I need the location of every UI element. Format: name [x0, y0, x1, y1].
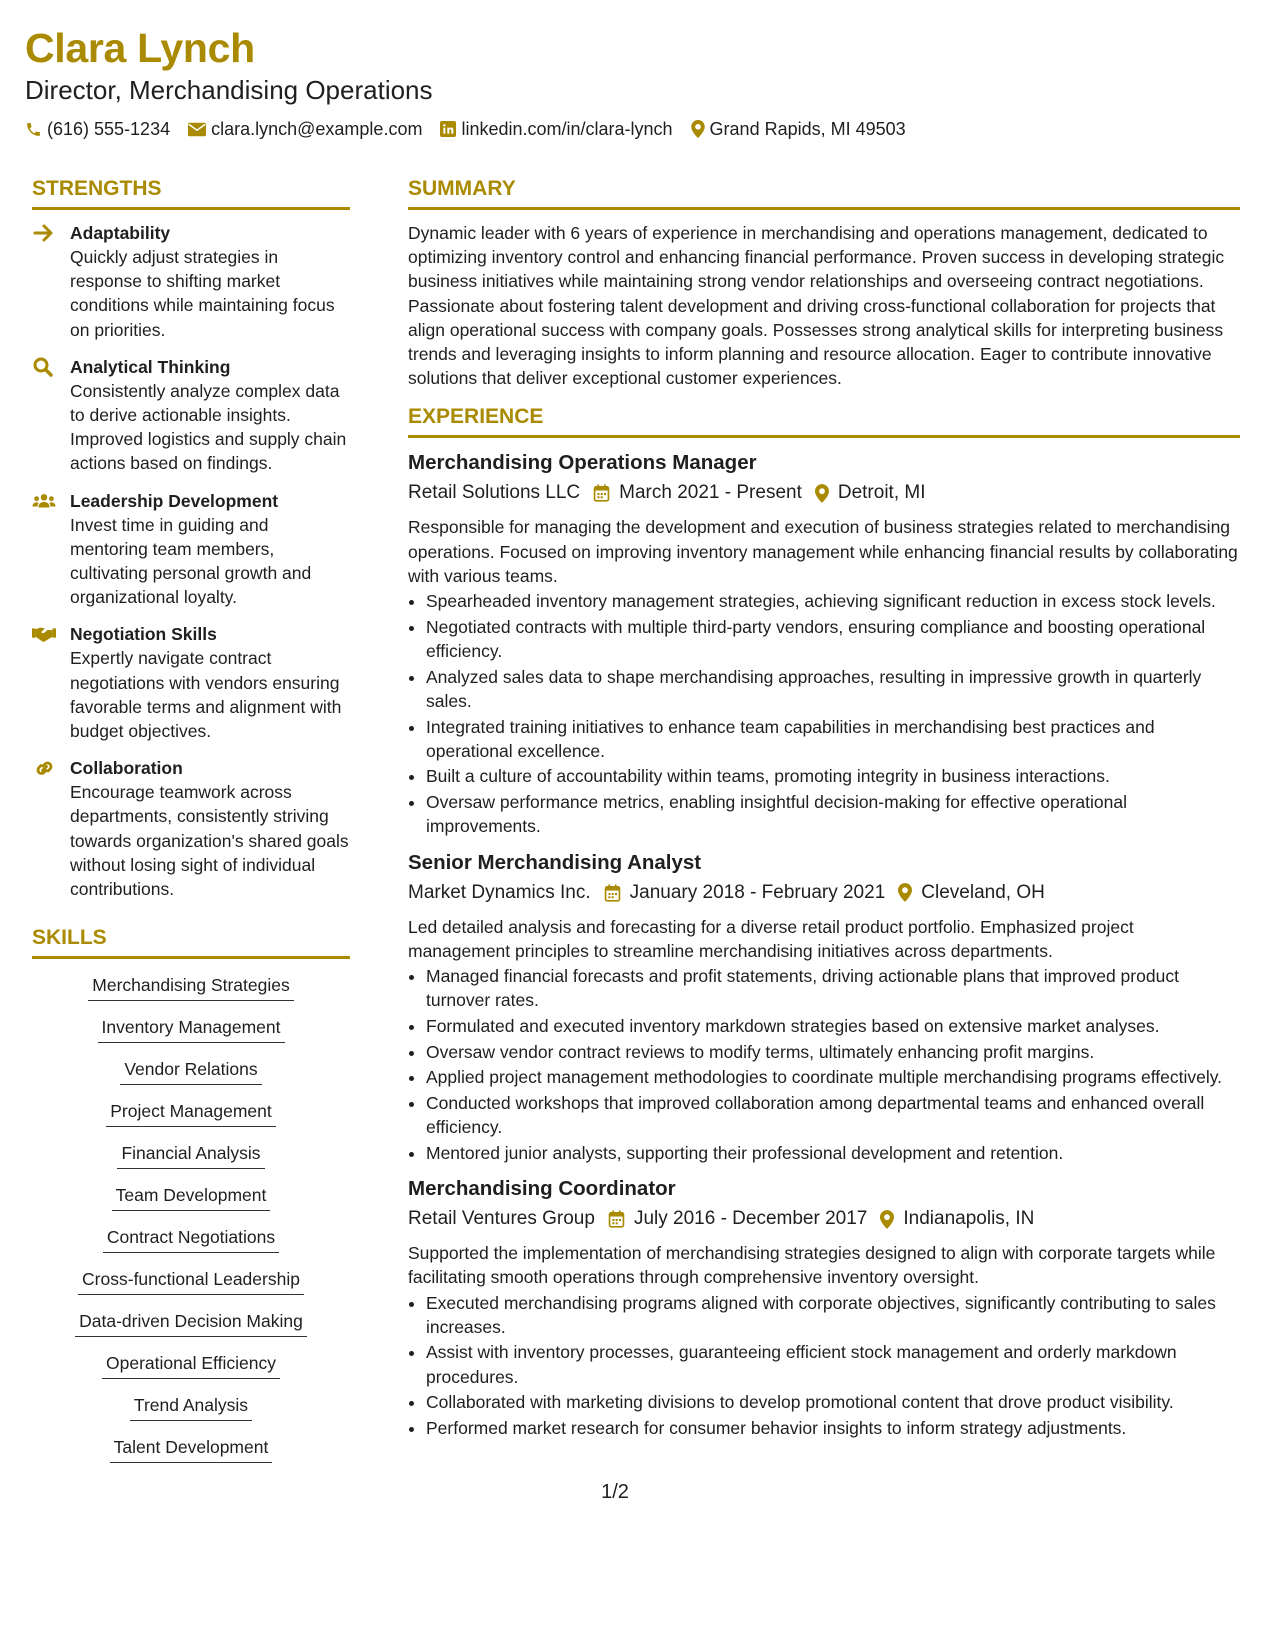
job-company: Market Dynamics Inc. — [408, 881, 591, 903]
job-meta — [408, 1205, 1240, 1233]
map-pin-icon — [898, 883, 912, 902]
strength-item — [32, 355, 350, 476]
contact-linkedin[interactable] — [440, 117, 672, 141]
bullet-item: • Integrated training initiatives to enhance team capabilities in merchandising best practices and operational excellence. — [426, 715, 1240, 763]
calendar-icon — [608, 1210, 625, 1228]
strength-item — [32, 221, 350, 342]
bullet-item: • Performed market research for consumer behavior insights to inform strategy adjustments. — [426, 1416, 1240, 1440]
strength-title: Adaptability — [70, 223, 171, 243]
job-company: Retail Ventures Group — [408, 1208, 595, 1230]
bullet-item: • Oversaw performance metrics, enabling insightful decision-making for effective operational improvements. — [426, 790, 1240, 838]
strengths-heading: STRENGTHS — [32, 176, 350, 210]
job-dates: March 2021 - Present — [619, 482, 802, 504]
strength-item — [32, 622, 350, 743]
contact-location — [691, 117, 906, 141]
job-entry — [408, 1175, 1240, 1440]
users-icon — [32, 491, 56, 511]
strength-title: Negotiation Skills — [70, 624, 217, 645]
right-column — [408, 176, 1240, 1450]
skill-item: Contract Negotiations — [103, 1225, 279, 1253]
bullet-item: • Applied project management methodologies to coordinate multiple merchandising programs effectively. — [426, 1065, 1240, 1089]
job-location: Detroit, MI — [837, 482, 926, 504]
skill-item: Merchandising Strategies — [88, 973, 293, 1001]
job-dates: July 2016 - December 2017 — [633, 1208, 868, 1230]
email-text: clara.lynch@example.com — [211, 119, 423, 139]
job-location: Indianapolis, IN — [903, 1208, 1035, 1230]
bullet-item: • Conducted workshops that improved collaboration among departmental teams and enhanced overall efficiency. — [426, 1091, 1240, 1139]
skill-item: Team Development — [112, 1183, 271, 1211]
bullet-item: • Built a culture of accountability within teams, promoting integrity in business interactions. — [426, 764, 1240, 788]
left-column — [32, 176, 350, 1477]
summary-heading: SUMMARY — [408, 176, 1240, 210]
bullet-item: • Negotiated contracts with multiple third-party vendors, ensuring compliance and boosting operational efficiency. — [426, 615, 1240, 663]
job-dates: January 2018 - February 2021 — [629, 881, 886, 903]
map-pin-icon — [815, 484, 829, 503]
resume-header — [25, 24, 1250, 141]
strength-title: Leadership Development — [70, 490, 279, 511]
strength-title: Collaboration — [70, 758, 183, 779]
bullet-item: • Collaborated with marketing divisions to develop promotional content that drove product visibility. — [426, 1390, 1240, 1414]
candidate-title: Director, Merchandising Operations — [25, 75, 433, 105]
location-text: Grand Rapids, MI 49503 — [709, 119, 906, 139]
job-title: Senior Merchandising Analyst — [408, 850, 702, 874]
bullet-item: • Formulated and executed inventory markdown strategies based on extensive market analyses. — [426, 1014, 1240, 1038]
strength-desc: Consistently analyze complex data to derive actionable insights. Improved logistics and supply chain actions based on findings. — [70, 380, 347, 474]
bullet-item: • Assist with inventory processes, guaranteeing efficient stock management and orderly markdown procedures. — [426, 1340, 1240, 1388]
experience-heading: EXPERIENCE — [408, 404, 1240, 438]
skill-item: Data-driven Decision Making — [75, 1309, 307, 1337]
linkedin-text: linkedin.com/in/clara-lynch — [461, 119, 673, 139]
skill-item: Talent Development — [110, 1435, 273, 1463]
job-entry — [408, 849, 1240, 1166]
strength-desc: Expertly navigate contract negotiations with vendors ensuring favorable terms and alignment with budget objectives. — [70, 648, 342, 742]
skills-list — [32, 973, 350, 1477]
job-meta — [408, 879, 1240, 907]
job-meta — [408, 479, 1240, 507]
phone-icon — [25, 121, 42, 138]
calendar-icon — [593, 484, 610, 502]
page-number: 1/2 — [601, 1481, 629, 1503]
map-pin-icon — [691, 120, 705, 138]
candidate-name: Clara Lynch — [25, 25, 255, 71]
job-entry — [408, 449, 1240, 838]
strength-desc: Encourage teamwork across departments, consistently striving towards organization's shared goals without losing sight of individual contributions. — [70, 782, 349, 900]
contact-bar — [25, 117, 1250, 141]
strength-desc: Invest time in guiding and mentoring team members, cultivating personal growth and organizational loyalty. — [70, 514, 312, 608]
bullet-item: • Spearheaded inventory management strategies, achieving significant reduction in excess stock levels. — [426, 589, 1240, 613]
job-description: Responsible for managing the development and execution of business strategies related to merchandising operations. Focused on improving inventory management while enhancing financial results by collaborating with various teams. — [408, 517, 1238, 586]
strength-desc: Quickly adjust strategies in response to shifting market conditions while maintaining focus on priorities. — [70, 247, 335, 340]
job-bullets — [408, 964, 1240, 1165]
skill-item: Vendor Relations — [120, 1057, 261, 1085]
envelope-icon — [188, 122, 206, 137]
skill-item: Project Management — [106, 1099, 275, 1127]
job-company: Retail Solutions LLC — [408, 482, 581, 504]
job-description: Supported the implementation of merchandising strategies designed to align with corporate targets while facilitating smooth operations through comprehensive inventory oversight. — [408, 1243, 1216, 1288]
arrow-right-icon — [32, 223, 56, 243]
skills-heading: SKILLS — [32, 925, 350, 959]
bullet-item: • Managed financial forecasts and profit statements, driving actionable plans that improved product turnover rates. — [426, 964, 1240, 1012]
link-icon — [32, 758, 56, 778]
strength-title: Analytical Thinking — [70, 356, 231, 377]
map-pin-icon — [880, 1210, 894, 1229]
job-description: Led detailed analysis and forecasting for a diverse retail product portfolio. Emphasized project management principles to streamline merchandising initiatives across departments. — [408, 916, 1134, 961]
job-bullets — [408, 1291, 1240, 1441]
skill-item: Cross-functional Leadership — [78, 1267, 304, 1295]
handshake-icon — [32, 624, 56, 644]
bullet-item: • Analyzed sales data to shape merchandising approaches, resulting in impressive growth in quarterly sales. — [426, 665, 1240, 713]
strength-item — [32, 489, 350, 610]
search-icon — [32, 357, 56, 377]
skill-item: Financial Analysis — [117, 1141, 264, 1169]
contact-email[interactable] — [188, 117, 422, 141]
bullet-item: • Executed merchandising programs aligned with corporate objectives, significantly contributing to sales increases. — [426, 1291, 1240, 1339]
contact-phone[interactable] — [25, 117, 170, 141]
job-title: Merchandising Coordinator — [408, 1177, 676, 1201]
job-title: Merchandising Operations Manager — [408, 451, 757, 475]
linkedin-icon — [440, 121, 456, 137]
summary-text: Dynamic leader with 6 years of experience in merchandising and operations management, dedicated to optimizing inventory control and enhancing financial performance. Proven success in developing strategic business initiatives while maintaining strong vendor relationships and overseeing contract negotiations. Passionate about fostering talent development and driving cross-functional collaboration for projects that align operational success with company goals. Possesses strong analytical skills for interpreting business trends and leveraging insights to inform planning and resource allocation. Eager to contribute innovative solutions that deliver exceptional customer experiences. — [408, 223, 1225, 389]
skill-item: Inventory Management — [98, 1015, 285, 1043]
skill-item: Trend Analysis — [130, 1393, 252, 1421]
phone-text: (616) 555-1234 — [47, 119, 171, 139]
strength-item — [32, 756, 350, 901]
calendar-icon — [604, 884, 621, 902]
bullet-item: • Oversaw vendor contract reviews to modify terms, ultimately enhancing profit margins. — [426, 1040, 1240, 1064]
skill-item: Operational Efficiency — [102, 1351, 280, 1379]
bullet-item: • Mentored junior analysts, supporting their professional development and retention. — [426, 1141, 1240, 1165]
job-location: Cleveland, OH — [921, 881, 1045, 903]
job-bullets — [408, 589, 1240, 839]
